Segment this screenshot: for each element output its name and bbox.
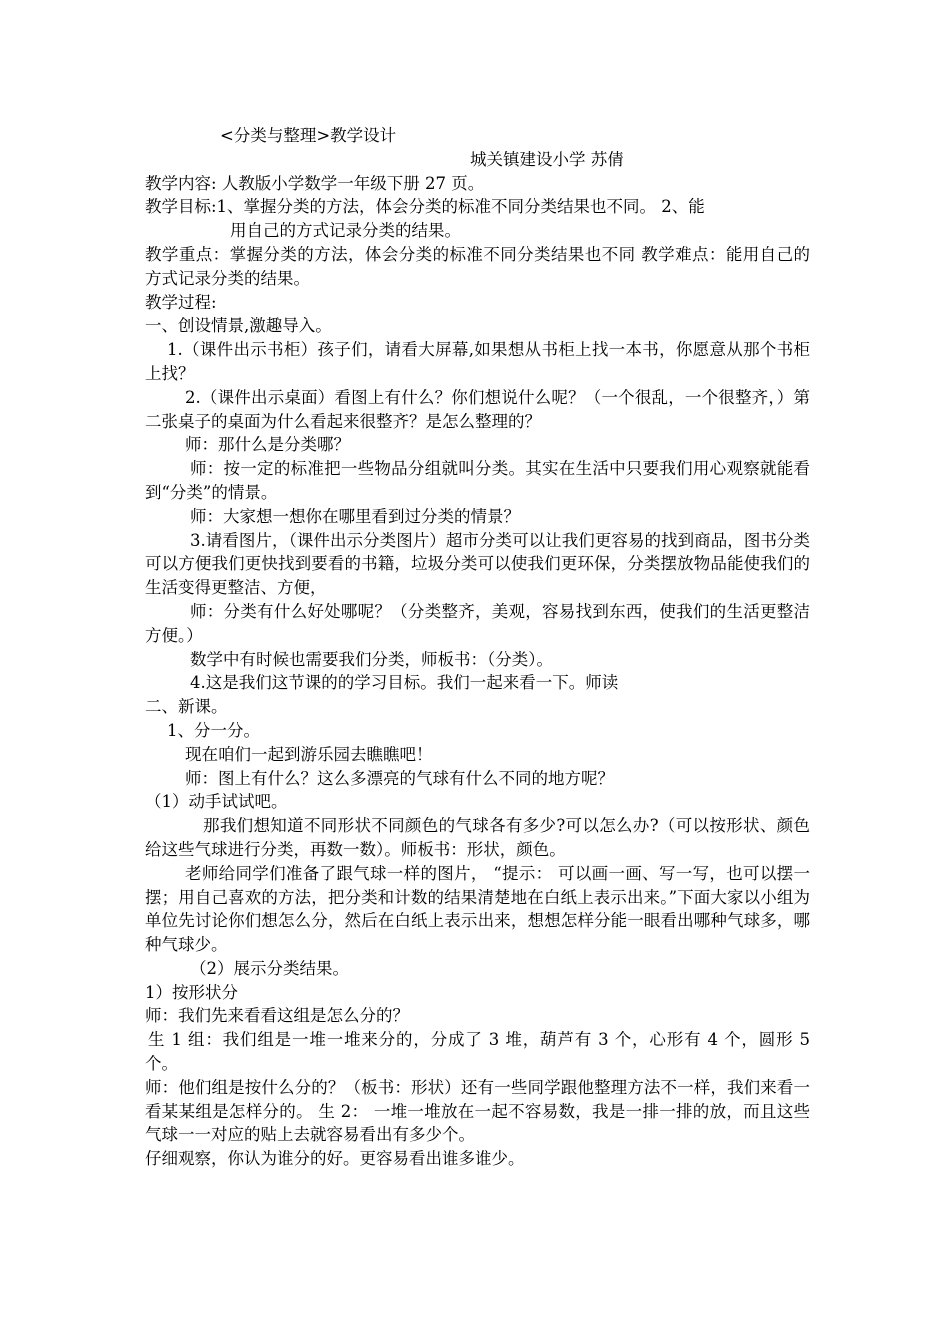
document-title: <分类与整理>教学设计 — [220, 126, 397, 145]
paragraph: 师：图上有什么？这么多漂亮的气球有什么不同的地方呢？ — [185, 768, 614, 788]
paragraph: 师：按一定的标准把一些物品分组就叫分类。其实在生活中只要我们用心观察就能看到“分类”的情景。 — [145, 459, 810, 502]
section-heading-2: 二、新课。 — [145, 697, 228, 717]
sub-heading: 1）按形状分 — [145, 982, 238, 1002]
paragraph: 师：分类有什么好处哪呢？（分类整齐，美观，容易找到东西，使我们的生活更整洁方便。） — [145, 601, 810, 645]
sub-heading: 1、分一分。 — [167, 720, 260, 740]
paragraph: 仔细观察，你认为谁分的好。更容易看出谁多谁少。 — [145, 1149, 525, 1169]
paragraph: 那我们想知道不同形状不同颜色的气球各有多少?可以怎么办?（可以按形状、颜色给这些气球进行分类，再数一数）。师板书：形状，颜色。 — [145, 816, 810, 859]
paragraph: 4.这是我们这节课的的学习目标。我们一起来看一下。师读 — [190, 673, 619, 693]
section-heading-1: 一、创设情景,激趣导入。 — [145, 316, 332, 336]
paragraph: 师：他们组是按什么分的？（板书：形状）还有一些同学跟他整理方法不一样，我们来看一看某某组是怎样分的。 生 2： 一堆一堆放在一起不容易数，我是一排一排的放，而且这些气球一一对应的贴上去就容易看出有多少个。 — [145, 1077, 810, 1145]
paragraph-goals-cont: 用自己的方式记录分类的结果。 — [230, 221, 461, 241]
paragraph: 3.请看图片，（课件出示分类图片）超市分类可以让我们更容易的找到商品，图书分类可以方便我们更快找到要看的书籍，垃圾分类可以使我们更环保，分类摆放物品能使我们的生活变得更整洁、方便， — [145, 530, 810, 598]
paragraph: 2.（课件出示桌面）看图上有什么？你们想说什么呢？（一个很乱，一个很整齐，）第二张桌子的桌面为什么看起来很整齐？是怎么整理的？ — [145, 387, 810, 431]
paragraph-content: 教学内容: 人教版小学数学一年级下册 27 页。 — [145, 173, 485, 193]
sub-heading: （2）展示分类结果。 — [190, 958, 349, 978]
paragraph: 1.（课件出示书柜）孩子们，请看大屏幕,如果想从书柜上找一本书，你愿意从那个书柜上找？ — [145, 340, 810, 383]
author-line: 城关镇建设小学 苏倩 — [470, 149, 624, 169]
document-page — [145, 124, 810, 1171]
paragraph: 数学中有时候也需要我们分类，师板书：（分类）。 — [190, 649, 553, 669]
paragraph: 师：我们先来看看这组是怎么分的？ — [145, 1006, 409, 1026]
paragraph-keypoints: 教学重点：掌握分类的方法，体会分类的标准不同分类结果也不同 教学难点：能用自己的方式记录分类的结果。 — [145, 244, 810, 288]
paragraph: 师：大家想一想你在哪里看到过分类的情景？ — [190, 506, 520, 526]
sub-heading: （1）动手试试吧。 — [145, 792, 288, 812]
paragraph: 老师给同学们准备了跟气球一样的图片， “提示： 可以画一画、写一写，也可以摆一摆；用自己喜欢的方法，把分类和计数的结果清楚地在白纸上表示出来。”下面大家以小组为单位先讨论你们想怎么分，然后在白纸上表示出来，想想怎样分能一眼看出哪种气球多，哪种气球少。 — [145, 863, 810, 955]
paragraph-goals: 教学目标:1、掌握分类的方法，体会分类的标准不同分类结果也不同。 2、能 — [145, 197, 705, 217]
paragraph-process: 教学过程: — [145, 292, 217, 312]
paragraph: 师：那什么是分类哪？ — [185, 435, 350, 455]
paragraph: 现在咱们一起到游乐园去瞧瞧吧！ — [185, 744, 433, 764]
paragraph: 生 1 组：我们组是一堆一堆来分的，分成了 3 堆，葫芦有 3 个，心形有 4 个，圆形 5 个。 — [145, 1030, 810, 1074]
